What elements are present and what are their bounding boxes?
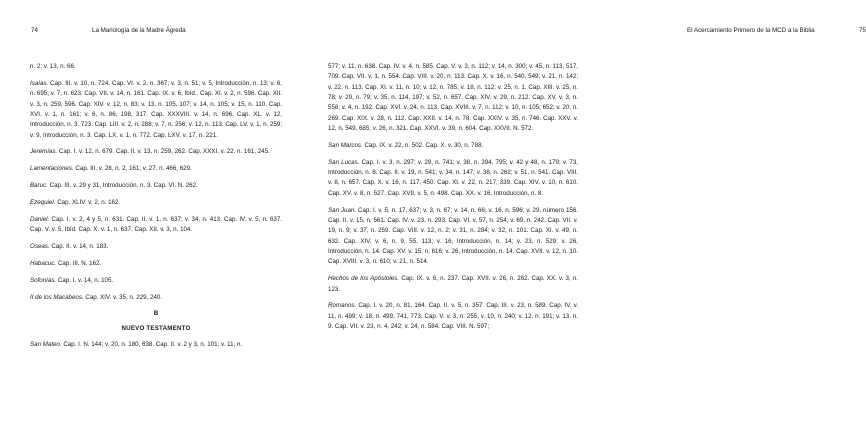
index-entry <box>328 206 578 268</box>
index-entry <box>30 164 282 174</box>
index-entry <box>30 181 282 191</box>
citation-text: Cap. III. v. 28, n. 2, 161; v. 27, n. 466, 629. <box>73 165 192 173</box>
book-name: II de los Macabeos. <box>30 293 84 301</box>
citation-text: Cap. XIV. v. 35, n. 229, 240. <box>83 293 163 301</box>
citation-text: 577; v. 11, n. 638. Cap. IV. v. 4, n. 585. Cap. V. v. 3, n. 112; v. 14, n. 300; v. 45, n. 113, 517, 709. Cap. VII. v. 1, n. 554. Cap. VIII. v. 20, n. 113. Cap. X. v. 16, n. 540, 549; v. 21, n. 142; v. 22, n. 113. Cap. XI. v. 11, n. 10; v. 12, n. 785; v. 18, n. 112; v. 25, n. 1. Cap. XIII. v. 25, n. 78; v. 29, n. 79; v. 35, n. 114, 197; v. 52, n. 657. Cap. XIV. v. 29, n. 212. Cap. XV. v. 3, n. 558; v. 4, n. 192. Cap. XVI. v. 24, n. 113. Cap. XVIII. v. 7, n. 112; v. 10, n. 105; 652; v. 20, n. 269. Cap. XIX. v. 28, n. 112. Cap. XXII. v. 14, n. 78. Cap. XXIV. v. 35, n. 746. Cap. XXV. v. 12, n. 549, 685; v. 26, n. 321. Cap. XXVI. v. 39, n. 604. Cap. XXVII. N. 572. <box>328 63 578 133</box>
book-name: Romanos. <box>328 302 357 310</box>
citation-text: Cap. I. v. 2, 4 y 5, n. 631. Cap. II. v. 1, n. 637; v. 34, n. 413. Cap. IV. v. 5, n. 637. Cap. V. v. 5, Ibíd. Cap. X. v. 1, n. 637. Cap. XII. v. 3, n. 104. <box>30 215 282 234</box>
index-entry <box>328 301 578 332</box>
index-entry <box>30 293 282 303</box>
book-name: Jeremías. <box>30 148 58 156</box>
citation-text: Cap. II. v. 14, n. 183. <box>49 242 109 250</box>
right-page-number: 75 <box>859 27 866 34</box>
left-page-number: 74 <box>31 27 38 34</box>
index-entry <box>30 340 282 350</box>
citation-text: Cap. IX. v. 22, n. 502. Cap. X. v. 30, n. 788. <box>362 141 484 149</box>
index-entry <box>328 62 578 134</box>
citation-text: Cap. I. N. 144; v. 20, n. 180, 638. Cap. II. v. 2 y 3, n. 101; v. 11, n. <box>61 341 243 349</box>
citation-text: Cap. XLIV. v. 2, n. 162. <box>55 198 121 206</box>
left-page <box>0 0 300 423</box>
citation-text: Cap. III. v. 10, n. 724. Cap. VI. v. 2, n. 367; v. 3, n. 51; v. 5, Introducción, n. 13; v. 6, n. 695; v. 7, n. 623. Cap. VII. v. 14, n. 161. Cap. IX. v. 6, Ibíd.. Cap. XI. v. 2, n. 596. Cap. XII. v. 3, n. 259, 596. Cap. XIV. v. 12, n. 83; v. 13, n. 105, 107; v. 14, n. 105; v. 15, n. 110. Cap. XVI. v. 1, n. 161; v. 6, n. 86, 198, 317. Cap. XXXVIII. v. 14, n. 696. Cap. XL. v. 12, Introducción, n. 3, 723. Cap. LIII. v. 2, n. 288; v. 7, n. 256; v. 12, n. 113. Cap. LV. v. 1, n. 259; v. 9, Introducción, n. 3. Cap. LX. v. 1, n. 772. Cap. LXV. v. 17, n. 221. <box>30 79 282 139</box>
citation-text: Cap. I. v. 20, n. 81, 164. Cap. II. v. 5, n. 357. Cap. III. v. 23, n. 589. Cap. IV. v. 11, n. 499; v. 18, n. 499, 741, 773. Cap. V. v. 3, n. 255; v. 10, n. 240; v. 12, n. 191; v. 13, n. 9. Cap. VII. v. 23, n. 4, 242; v. 24, n. 584. Cap. VIII. N. 597; <box>328 302 578 331</box>
index-entry <box>328 274 578 295</box>
section-title: NUEVO TESTAMENTO <box>121 324 191 332</box>
citation-text: Cap. I. v. 14, n. 105. <box>56 276 114 284</box>
index-entry <box>30 62 282 72</box>
book-name: San Mateo. <box>30 341 62 349</box>
book-name: Oseas. <box>30 242 50 250</box>
citation-text: Cap. III. N. 162. <box>56 259 102 267</box>
book-name: San Marcos. <box>328 141 363 149</box>
citation-text: Cap. III. v. 29 y 31, Introducción, n. 3. Cap. VI. N. 262. <box>47 182 198 190</box>
index-entry <box>30 147 282 157</box>
right-running-title: El Acercamiento Primero de la MCD a la Biblia <box>687 27 815 34</box>
index-entry <box>30 198 282 208</box>
book-name: Daniel. <box>30 215 50 223</box>
book-name: San Lucas. <box>328 158 360 166</box>
book-name: Isaías. <box>30 79 49 87</box>
index-entry <box>328 141 578 151</box>
book-name: Habacuc. <box>30 259 57 267</box>
index-entry <box>30 259 282 269</box>
book-name: San Juan. <box>328 206 357 214</box>
book-name: Baruc. <box>30 182 48 190</box>
section-letter: B <box>153 310 159 318</box>
index-entry <box>30 215 282 236</box>
right-entries <box>328 62 578 339</box>
book-name: Lamentaciones. <box>30 165 74 173</box>
index-entry <box>30 276 282 286</box>
citation-text: Cap. I. v. 12, n. 679. Cap. II. v. 13, n. 259, 262. Cap. XXXI. v. 22, n. 161, 245. <box>57 148 270 156</box>
left-running-title: La Mariología de la Madre Ágreda <box>92 27 186 34</box>
citation-text: Cap. I. v. 3, n. 297; v. 29, n. 741; v. 38, n. 394, 795; v. 42 y 48, n. 179; v. 73, Introducción, n. 8. Cap. II. v. 19, n. 541; v. 34, n. 147; v. 38, n. 262; v. 51, n. 541. Cap. VIII. v. 8, n. 657. Cap. X. v. 16, n. 117, 450. Cap. XI. v. 22, n. 217, 339. Cap. XIV. v. 10, n. 610. Cap. XV. v. 8, n. 527. Cap. XVII. v. 5, n. 498. Cap. XX. v. 16, Introducción, n. 8. <box>328 158 578 197</box>
right-page <box>300 0 866 423</box>
index-entry <box>30 79 282 141</box>
book-name: Hechos de los Apóstoles. <box>328 275 400 283</box>
index-entry <box>328 158 578 199</box>
book-name: Ezequiel. <box>30 198 56 206</box>
citation-text: Cap. IX. v. 6, n. 237. Cap. XVII. v. 26, n. 262. Cap. XX. v. 3, n. 123. <box>328 275 578 293</box>
index-entry <box>30 242 282 252</box>
book-name: Sofonías. <box>30 276 57 284</box>
citation-text: n. 2; v. 13, n. 66. <box>30 63 76 70</box>
left-entries <box>30 62 282 357</box>
citation-text: Cap. I. v. 5, n. 17, 637; v. 3, n. 67; v. 14, n. 66; v. 16, n. 596; v. 29, número 156. Cap. II. v. 15, n. 561. Cap. IV. v. 23, n. 293. Cap. VI. v. 57, n. 254; v. 69, n. 242. Cap. VII. v. 19, n. 9; v. 37, n. 259. Cap. VIII. v. 12, n. 2; v. 31, n. 284; v. 32, n. 101. Cap. XI. v. 49, n. 632. Cap. XIV. v. 6, n. 9, 55, 113; v. 16, Introducción, n. 14; v. 23, n. 529; v. 26, Introducción, n. 14. Cap. XV. v. 15, n. 616; v. 26, Introducción, n. 14. Cap. XVII. v. 12, n. 10. Cap. XVIII. v. 3, n. 610; v. 21, n. 514. <box>328 206 578 266</box>
